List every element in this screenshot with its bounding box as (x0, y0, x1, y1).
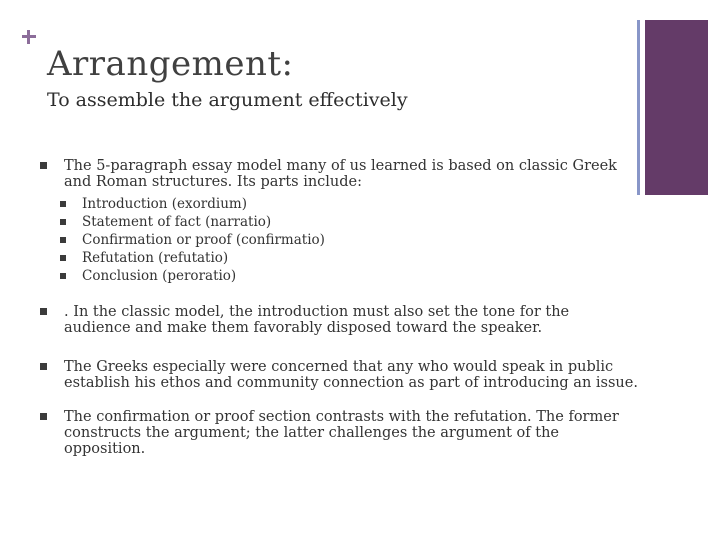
square-bullet-icon (40, 413, 47, 420)
square-bullet-icon (40, 363, 47, 370)
sub-bullet-item (60, 267, 325, 285)
square-bullet-icon (40, 308, 47, 315)
decorative-bar-thick (645, 20, 708, 195)
bullet-item (40, 158, 640, 190)
sub-bullet-text: Refutation (refutatio) (82, 250, 229, 266)
bullet-item (40, 304, 640, 336)
bullet-text: . In the classic model, the introduction must also set the tone for the audience and make them favorably disposed toward the speaker. (64, 304, 570, 336)
sub-bullet-list (60, 195, 325, 285)
bullet-item (40, 409, 640, 457)
bullet-text: The Greeks especially were concerned that any who would speak in public establish his ethos and community connection as part of introducing an issue. (64, 359, 638, 391)
sub-bullet-text: Introduction (exordium) (82, 196, 247, 212)
slide-subtitle: To assemble the argument effectively (47, 89, 408, 111)
square-bullet-icon (60, 273, 66, 279)
bullet-item (40, 359, 640, 391)
bullet-text: The 5-paragraph essay model many of us learned is based on classic Greek and Roman structures. Its parts include: (64, 158, 617, 190)
sub-bullet-text: Statement of fact (narratio) (82, 214, 272, 230)
sub-bullet-text: Confirmation or proof (confirmatio) (82, 232, 325, 248)
square-bullet-icon (60, 201, 66, 207)
sub-bullet-item (60, 213, 325, 231)
square-bullet-icon (60, 219, 66, 225)
sub-bullet-item (60, 231, 325, 249)
sub-bullet-text: Conclusion (peroratio) (82, 268, 237, 284)
plus-icon (22, 30, 36, 44)
square-bullet-icon (40, 162, 47, 169)
square-bullet-icon (60, 237, 66, 243)
sub-bullet-item (60, 249, 325, 267)
sub-bullet-item (60, 195, 325, 213)
slide-title: Arrangement: (47, 44, 294, 84)
square-bullet-icon (60, 255, 66, 261)
bullet-text: The confirmation or proof section contrasts with the refutation. The former constructs the argument; the latter challenges the argument of the opposition. (64, 409, 619, 457)
